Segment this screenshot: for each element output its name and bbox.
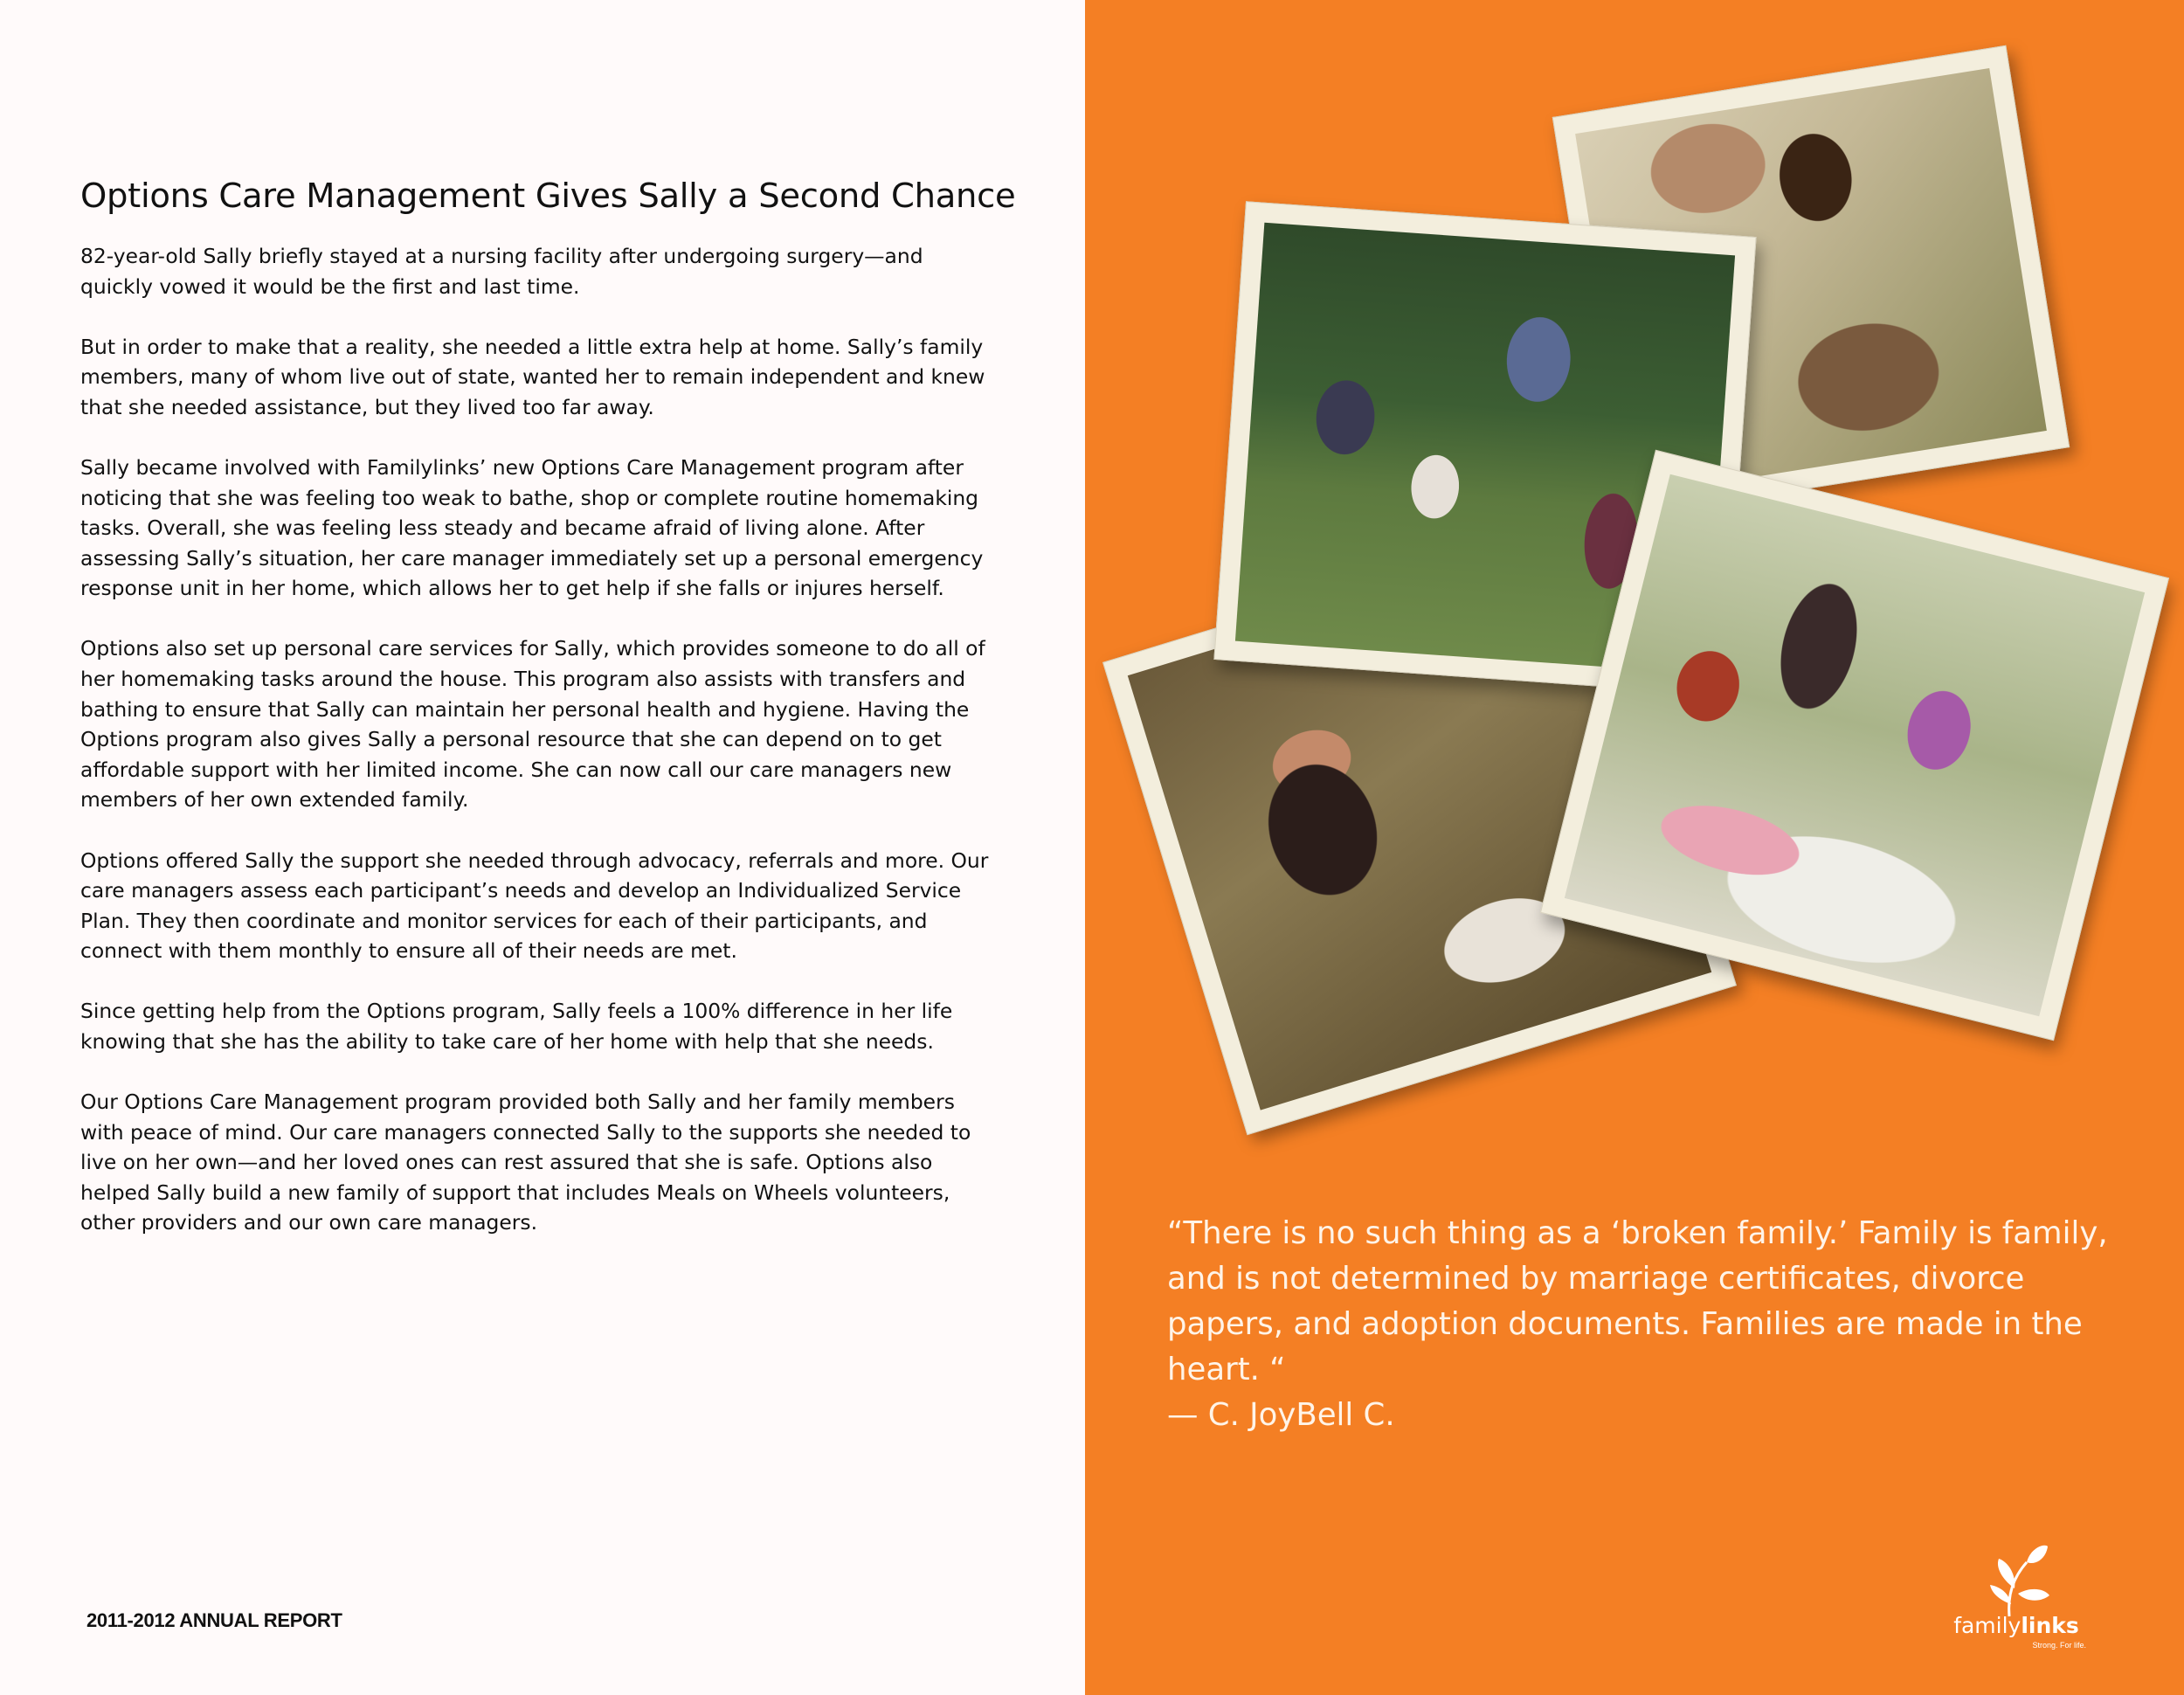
article-title: Options Care Management Gives Sally a Second Chance	[80, 176, 1016, 216]
familylinks-logo	[1946, 1543, 2086, 1648]
article-paragraph: 82-year-old Sally briefly stayed at a nursing facility after undergoing surgery—and quickly vowed it would be the first and last time.	[80, 244, 923, 299]
article-paragraph: Sally became involved with Familylinks’ new Options Care Management program after noticing that she was feeling too weak to bathe, shop or complete routine homemaking tasks. Overall, she was feeling less steady and became afraid of living alone. After assessing Sally’s situation, her care manager immediately set up a personal emergency response unit in her home, which allows her to get help if she falls or injures herself.	[80, 454, 984, 601]
logo-word-links: links	[2021, 1613, 2079, 1638]
logo-tagline: Strong. For life.	[2032, 1641, 2086, 1650]
article-paragraph: But in order to make that a reality, she needed a little extra help at home. Sally’s family members, many of whom live out of state, wanted her to remain independent and knew that she needed assistance, but they lived too far away.	[80, 334, 985, 419]
article-paragraph: Since getting help from the Options program, Sally feels a 100% difference in her life knowing that she has the ability to take care of her home with help that she needs.	[80, 999, 953, 1054]
family-quote	[1167, 1211, 2146, 1438]
logo-word-family: family	[1953, 1613, 2022, 1638]
right-page	[1085, 0, 2184, 1695]
quote-text: “There is no such thing as a ‘broken family.’ Family is family, and is not determined by marriage certificates, divorce papers, and adoption documents. Families are made in the heart. “	[1167, 1215, 2108, 1387]
article-paragraph: Options offered Sally the support she needed through advocacy, referrals and more. Our care managers assess each participant’s needs and develop an Individualized Service Plan. They then coordinate and monitor services for each of their participants, and connect with them monthly to ensure all of their needs are met.	[80, 848, 989, 964]
article-paragraph: Our Options Care Management program provided both Sally and her family members with peace of mind. Our care managers connected Sally to the supports she needed to live on her own—and her loved ones can rest assured that she is safe. Options also helped Sally build a new family of support that includes Meals on Wheels volunteers, other providers and our own care managers.	[80, 1090, 971, 1235]
logo-wordmark	[1946, 1613, 2086, 1638]
leaf-sprout-icon	[1946, 1543, 2086, 1618]
article-paragraph: Options also set up personal care services for Sally, which provides someone to do all of her homemaking tasks around the house. This program also assists with transfers and bathing to ensure that Sally can maintain her personal health and hygiene. Having the Options program also gives Sally a personal resource that she can depend on to get affordable support with her limited income. She can now call our care managers new members of her own extended family.	[80, 636, 985, 813]
photo-image	[1565, 474, 2145, 1017]
quote-attribution: — C. JoyBell C.	[1167, 1397, 1395, 1433]
annual-report-label: 2011-2012 ANNUAL REPORT	[86, 1609, 342, 1631]
article-body	[80, 241, 989, 1269]
left-page	[0, 0, 1085, 1695]
